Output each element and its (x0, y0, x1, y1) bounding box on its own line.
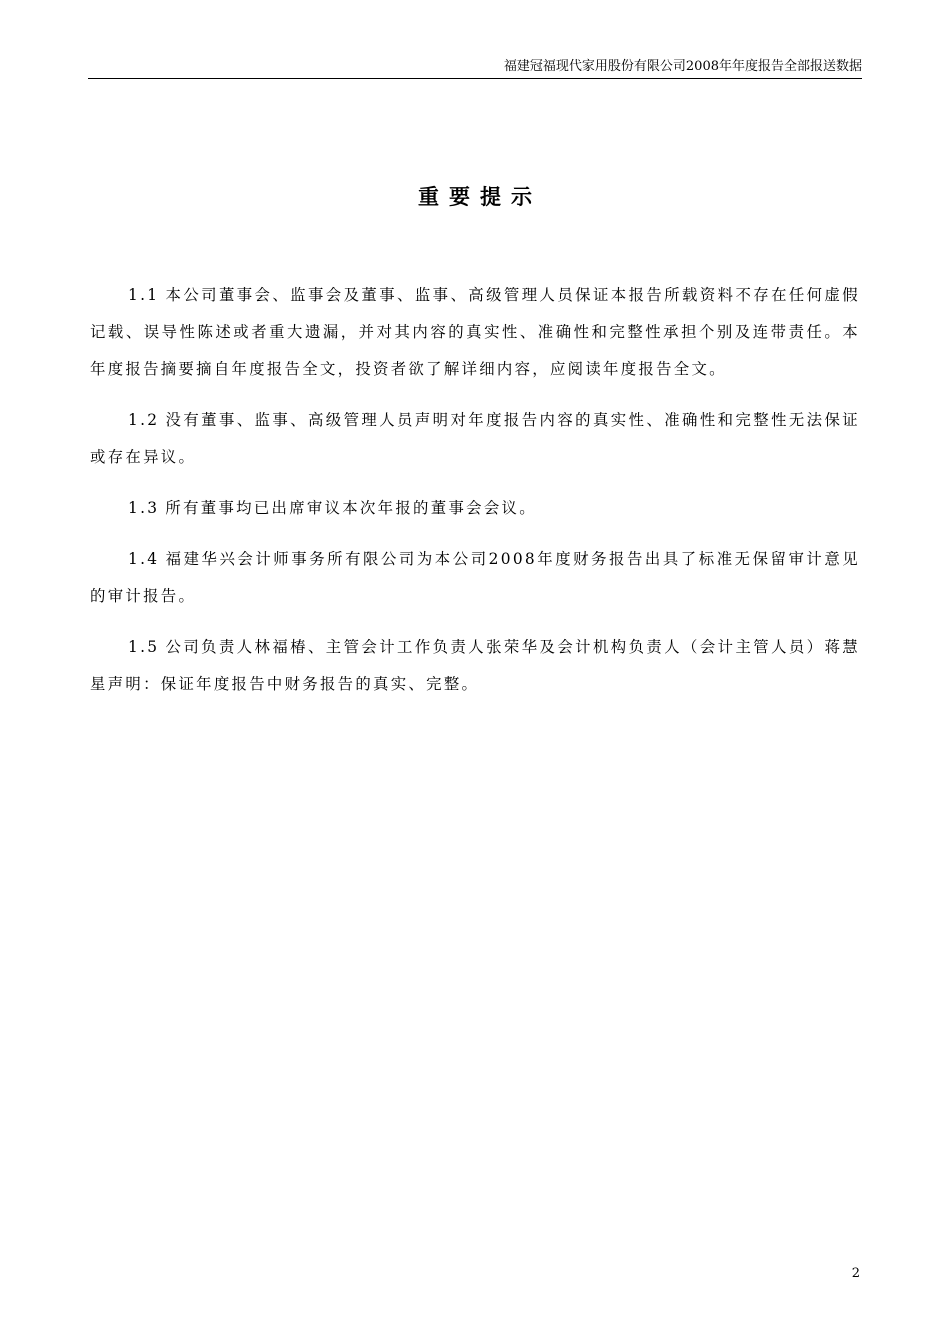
paragraph-1-5 (90, 629, 860, 703)
document-body (90, 277, 860, 717)
page-title: 重要提示 (418, 185, 542, 209)
paragraph-text: 公司负责人林福椿、主管会计工作负责人张荣华及会计机构负责人（会计主管人员）蒋慧星声明：保证年度报告中财务报告的真实、完整。 (90, 638, 860, 693)
paragraph-text: 福建华兴会计师事务所有限公司为本公司2008年度财务报告出具了标准无保留审计意见的审计报告。 (90, 550, 860, 605)
page-number: 2 (851, 1266, 860, 1281)
paragraph-1-4 (90, 541, 860, 615)
paragraph-number: 1.2 (128, 411, 160, 429)
paragraph-1-1 (90, 277, 860, 388)
paragraph-1-3 (90, 490, 860, 527)
paragraph-1-2 (90, 402, 860, 476)
paragraph-text: 本公司董事会、监事会及董事、监事、高级管理人员保证本报告所载资料不存在任何虚假记载、误导性陈述或者重大遗漏，并对其内容的真实性、准确性和完整性承担个别及连带责任。本年度报告摘要摘自年度报告全文，投资者欲了解详细内容，应阅读年度报告全文。 (90, 286, 860, 378)
paragraph-number: 1.3 (128, 499, 160, 517)
paragraph-number: 1.5 (128, 638, 160, 656)
paragraph-text: 所有董事均已出席审议本次年报的董事会会议。 (165, 499, 537, 517)
paragraph-text: 没有董事、监事、高级管理人员声明对年度报告内容的真实性、准确性和完整性无法保证或存在异议。 (90, 411, 860, 466)
header-title: 福建冠福现代家用股份有限公司2008年年度报告全部报送数据 (503, 59, 862, 74)
paragraph-number: 1.1 (128, 286, 160, 304)
page-header (88, 56, 862, 79)
paragraph-number: 1.4 (128, 550, 160, 568)
